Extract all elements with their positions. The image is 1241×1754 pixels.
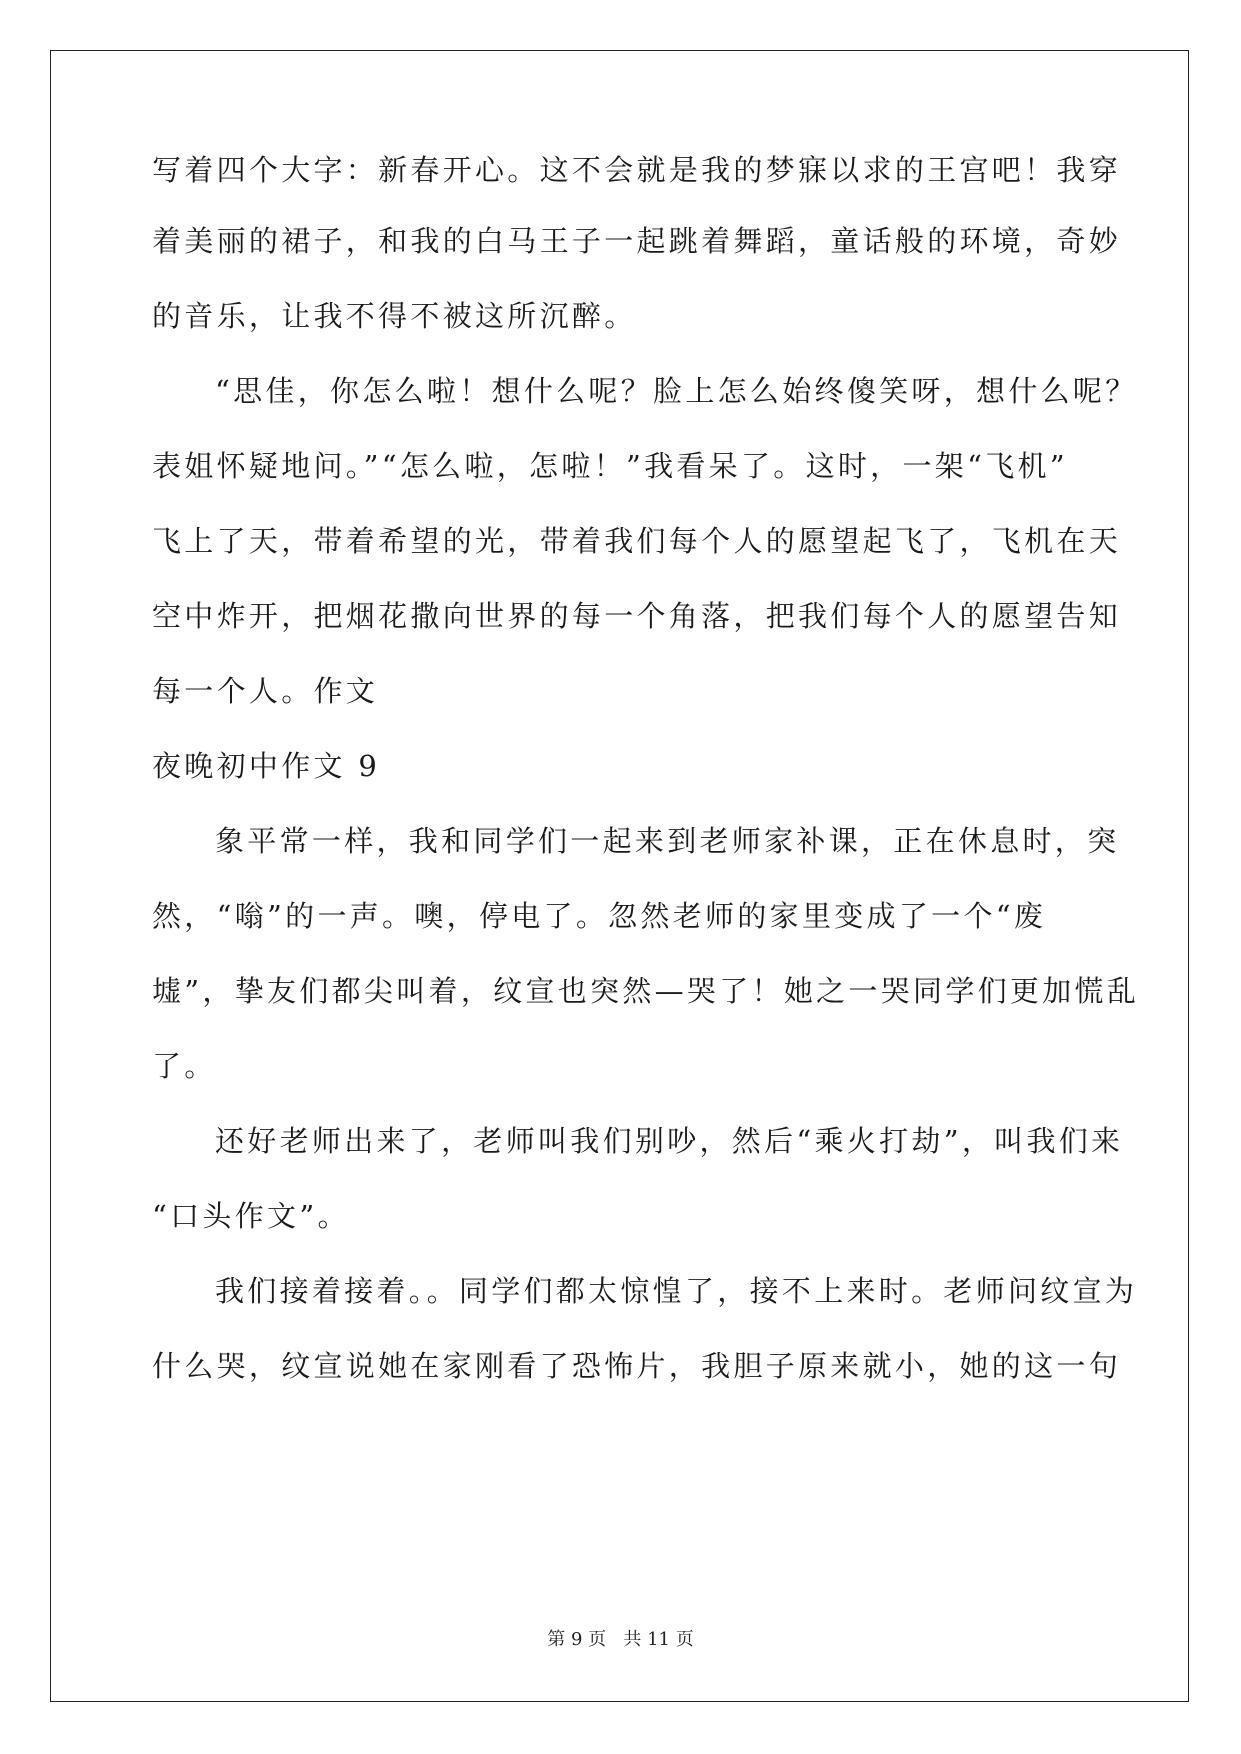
- page-number-footer: [0, 1628, 1241, 1652]
- text-line: 然，“嗡”的一声。噢，停电了。忽然老师的家里变成了一个“废: [152, 899, 1047, 933]
- text-line: 象平常一样，我和同学们一起来到老师家补课，正在休息时，突: [215, 824, 1120, 858]
- text-line: 的音乐，让我不得不被这所沉醉。: [152, 299, 637, 333]
- text-line: 飞上了天，带着希望的光，带着我们每个人的愿望起飞了，飞机在天: [152, 524, 1122, 558]
- text-line: “思佳，你怎么啦！想什么呢？脸上怎么始终傻笑呀，想什么呢？: [215, 374, 1138, 408]
- text-line: 每一个人。作文: [152, 674, 379, 708]
- text-line: 还好老师出来了，老师叫我们别吵，然后“乘火打劫”，叫我们来: [215, 1124, 1124, 1158]
- text-line: 写着四个大字：新春开心。这不会就是我的梦寐以求的王宫吧！我穿: [152, 153, 1122, 187]
- text-line: 空中炸开，把烟花撒向世界的每一个角落，把我们每个人的愿望告知: [152, 599, 1122, 633]
- text-line: 表姐怀疑地问。”“怎么啦，怎啦！”我看呆了。这时，一架“飞机”: [152, 449, 1068, 483]
- text-line: 我们接着接着。。同学们都太惊惶了，接不上来时。老师问纹宣为: [215, 1274, 1138, 1308]
- text-line: 墟”，挚友们都尖叫着，纹宣也突然—哭了！她之一哭同学们更加慌乱: [152, 974, 1140, 1008]
- text-line: “口头作文”。: [152, 1199, 350, 1233]
- page-number-text: 第 9 页 共 11 页: [547, 1629, 694, 1650]
- text-line: 了。: [152, 1049, 217, 1083]
- text-line: 什么哭，纹宣说她在家刚看了恐怖片，我胆子原来就小，她的这一句: [152, 1349, 1122, 1383]
- section-heading: 夜晚初中作文 9: [152, 749, 381, 783]
- text-line: 着美丽的裙子，和我的白马王子一起跳着舞蹈，童话般的环境，奇妙: [152, 224, 1122, 258]
